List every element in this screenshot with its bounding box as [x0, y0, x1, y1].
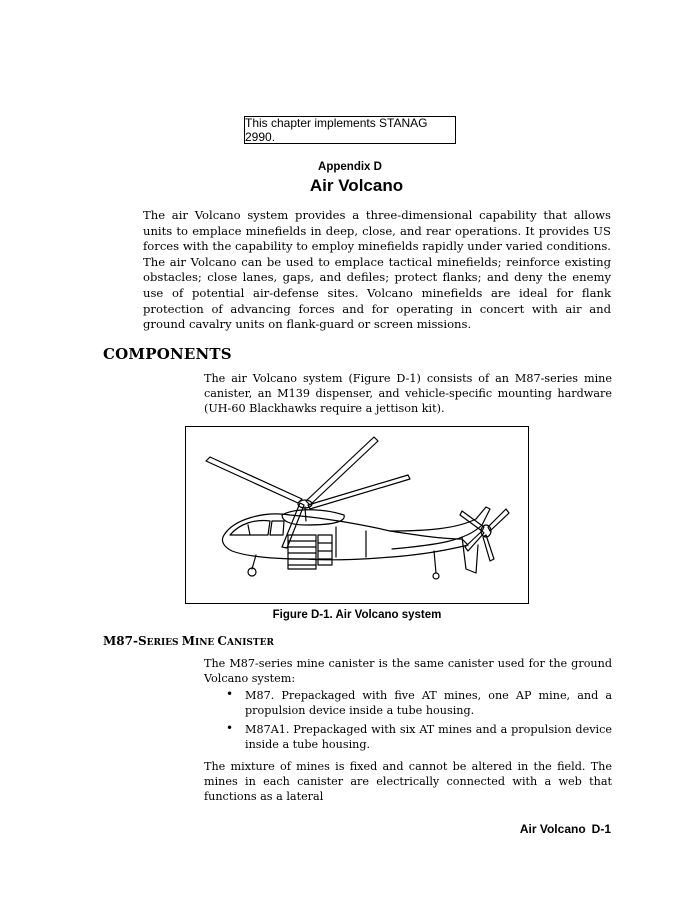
stanag-notice-box	[244, 116, 456, 144]
bullet-marker: •	[226, 687, 234, 701]
page-title: Air Volcano	[309, 176, 404, 195]
m87-heading-part: M87-S	[103, 634, 147, 648]
bullet-marker: •	[226, 721, 234, 735]
intro-paragraph: The air Volcano system provides a three-dimensional capability that allows units to emplace minefields in deep, close, and rear operations. It provides US forces with the capability to employ minefields rapidly under varied conditions. The air Volcano can be used to emplace tactical minefields; reinforce existing obstacles; close lanes, gaps, and defiles; protect flanks; and deny the enemy use of potential air-defense sites. Volcano minefields are ideal for flank protection of advancing forces and for operating in concert with air and ground cavalry units on flank-guard or screen missions.	[143, 208, 611, 332]
appendix-label: Appendix D	[318, 161, 382, 173]
m87-heading-part: ANISTER	[226, 638, 274, 648]
m87-heading	[103, 634, 274, 648]
components-paragraph: The air Volcano system (Figure D-1) consists of an M87-series mine canister, an M139 dispenser, and vehicle-specific mounting hardware (UH-60 Blackhawks require a jettison kit).	[204, 372, 612, 416]
m87-closing-paragraph: The mixture of mines is fixed and cannot be altered in the field. The mines in each canister are electrically connected with a web that functions as a lateral	[204, 760, 612, 804]
bullet-item-m87: M87. Prepackaged with five AT mines, one AP mine, and a propulsion device inside a tube housing.	[245, 689, 612, 718]
page-number: D-1	[591, 822, 611, 836]
bullet-item-m87a1: M87A1. Prepackaged with six AT mines and a propulsion device inside a tube housing.	[245, 723, 612, 752]
m87-heading-part: C	[217, 634, 227, 648]
m87-heading-part: M	[181, 634, 195, 648]
figure-frame	[185, 426, 529, 604]
m87-intro-paragraph: The M87-series mine canister is the same canister used for the ground Volcano system:	[204, 657, 612, 686]
helicopter-illustration	[186, 427, 528, 603]
figure-caption: Figure D-1. Air Volcano system	[272, 609, 442, 621]
components-heading: COMPONENTS	[103, 345, 232, 363]
stanag-notice-text: This chapter implements STANAG 2990.	[245, 116, 428, 144]
m87-heading-part: INE	[194, 638, 218, 648]
page-footer	[520, 822, 611, 836]
m87-heading-part: ERIES	[146, 638, 182, 648]
footer-title: Air Volcano	[519, 822, 586, 836]
